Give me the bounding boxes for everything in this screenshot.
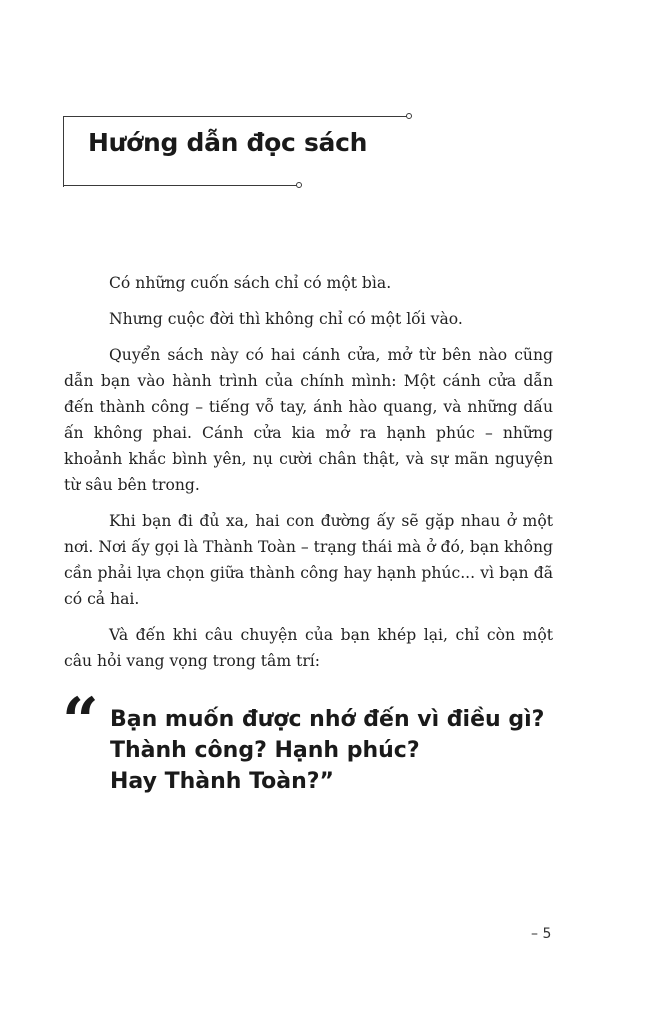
quote-line: Hay Thành Toàn?”: [110, 769, 335, 794]
body-text: [64, 270, 554, 684]
heading-frame-bottom-line: [63, 185, 298, 186]
frame-end-dot-icon: [296, 182, 302, 188]
paragraph: Khi bạn đi đủ xa, hai con đường ấy sẽ gặp nhau ở một nơi. Nơi ấy gọi là Thành Toàn – trạng thái mà ở đó, bạn không cần phải lựa chọn giữa thành công hay hạnh phúc... vì bạn đã có cả hai.: [64, 512, 554, 608]
page-title: Hướng dẫn đọc sách: [88, 128, 368, 157]
quote-line: Bạn muốn được nhớ đến vì điều gì?: [110, 707, 545, 732]
paragraph: Quyển sách này có hai cánh cửa, mở từ bên nào cũng dẫn bạn vào hành trình của chính mình: Một cánh cửa dẫn đến thành công – tiếng vỗ tay, ánh hào quang, và những dấu ấn không phai. Cánh cửa kia mở ra hạnh phúc – những khoảnh khắc bình yên, nụ cười chân thật, và sự mãn nguyện từ sâu bên trong.: [64, 346, 553, 494]
paragraph: Có những cuốn sách chỉ có một bìa.: [109, 274, 392, 292]
quote-line: Thành công? Hạnh phúc?: [110, 738, 420, 763]
frame-corner-dot-icon: [406, 113, 412, 119]
quote-mark-icon: “: [62, 684, 99, 759]
page-number: – 5: [531, 926, 552, 942]
pull-quote: [110, 704, 544, 797]
paragraph: Nhưng cuộc đời thì không chỉ có một lối vào.: [109, 310, 463, 328]
paragraph: Và đến khi câu chuyện của bạn khép lại, chỉ còn một câu hỏi vang vọng trong tâm trí:: [64, 626, 553, 670]
